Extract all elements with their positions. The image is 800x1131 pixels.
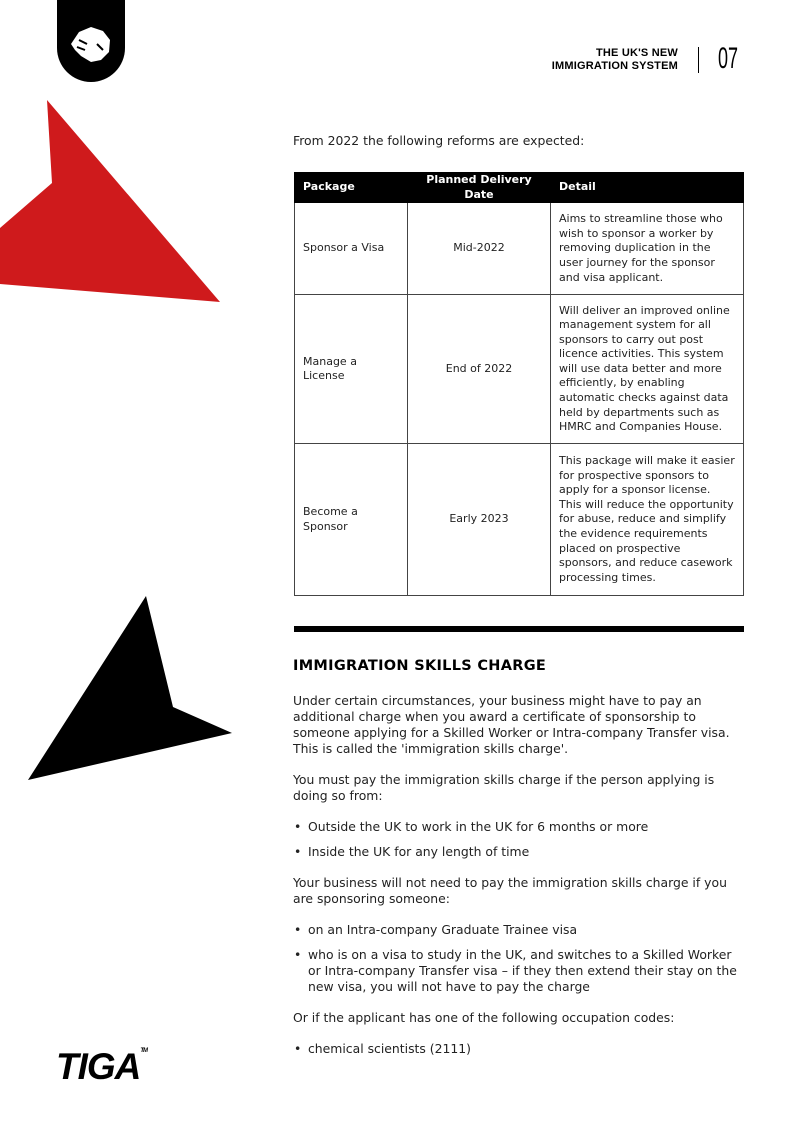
page-number: 07 (718, 42, 739, 75)
cell-package: Sponsor a Visa (295, 203, 408, 295)
cell-package: Become a Sponsor (295, 444, 408, 596)
logo-trademark: TM (140, 1048, 148, 1054)
col-header-detail: Detail (551, 173, 744, 203)
paragraph: Or if the applicant has one of the following occupation codes: (293, 1010, 675, 1025)
header-title (552, 47, 678, 73)
table-row (295, 295, 744, 444)
cell-detail: Aims to streamline those who wish to sponsor a worker by removing duplication in the user journey for the sponsor and visa applicant. (551, 203, 744, 295)
bullet-list (293, 819, 743, 860)
section-heading: IMMIGRATION SKILLS CHARGE (293, 658, 547, 674)
table-row (295, 444, 744, 596)
cell-date: End of 2022 (408, 295, 551, 444)
red-arrow-shape (0, 100, 220, 302)
paragraph: Under certain circumstances, your business might have to pay an additional charge when you award a certificate of sponsorship to someone applying for a Skilled Worker or Intra-company Transfer visa. This is called the 'immigration skills charge'. (293, 693, 730, 756)
col-header-package: Package (295, 173, 408, 203)
cell-detail: This package will make it easier for prospective sponsors to apply for a sponsor license. This will reduce the opportunity for abuse, reduce and simplify the evidence requirements placed on prospective sponsors, and reduce casework processing times. (551, 444, 744, 596)
black-arrow-shape (28, 596, 232, 780)
list-item: • Inside the UK for any length of time (293, 844, 743, 860)
logo-text: TIGA (56, 1046, 141, 1087)
list-item: • on an Intra-company Graduate Trainee visa (293, 922, 743, 938)
intro-text: From 2022 the following reforms are expected: (293, 133, 585, 148)
section-divider (294, 626, 744, 632)
list-item: • who is on a visa to study in the UK, and switches to a Skilled Worker or Intra-company Transfer visa – if they then extend their stay on the new visa, you will not have to pay the charge (293, 947, 743, 995)
cell-date: Mid-2022 (408, 203, 551, 295)
decorative-shapes (0, 0, 240, 800)
col-header-date: Planned Delivery Date (408, 173, 551, 203)
tiga-logo (56, 1046, 147, 1088)
bullet-list (293, 1041, 743, 1057)
list-item: • chemical scientists (2111) (293, 1041, 743, 1057)
header-title-line2: IMMIGRATION SYSTEM (551, 60, 678, 72)
list-item: • Outside the UK to work in the UK for 6 months or more (293, 819, 743, 835)
table-row (295, 203, 744, 295)
bullet-list (293, 922, 743, 995)
section-body (293, 693, 743, 1066)
header-divider (698, 47, 699, 73)
cell-package: Manage a License (295, 295, 408, 444)
reforms-table (294, 172, 744, 596)
cell-detail: Will deliver an improved online management system for all sponsors to carry out post licence activities. This system will use data better and more efficiently, by enabling automatic checks against data held by departments such as HMRC and Companies House. (551, 295, 744, 444)
cell-date: Early 2023 (408, 444, 551, 596)
header-title-line1: THE UK'S NEW (595, 47, 678, 59)
paragraph: Your business will not need to pay the immigration skills charge if you are sponsoring someone: (293, 875, 727, 906)
paragraph: You must pay the immigration skills charge if the person applying is doing so from: (293, 772, 715, 803)
